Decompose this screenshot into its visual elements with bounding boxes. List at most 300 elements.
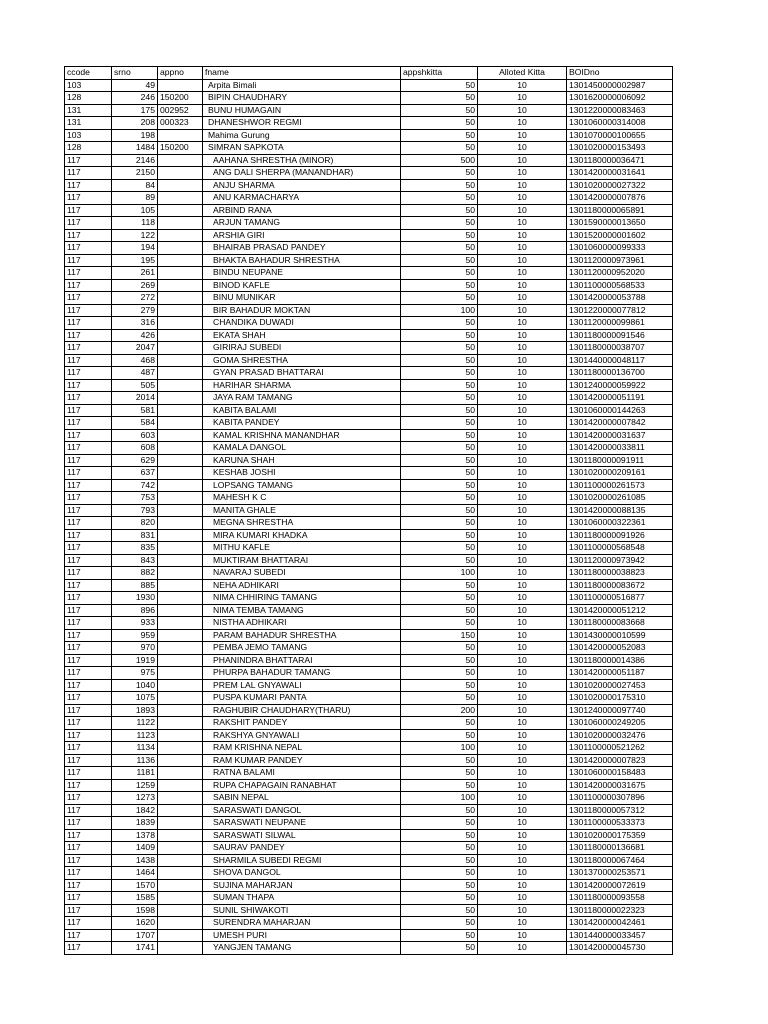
- table-row: [65, 504, 673, 517]
- cell-alloted-kitta: 10: [478, 667, 567, 680]
- table-row: [65, 567, 673, 580]
- cell-srno: 1919: [112, 654, 158, 667]
- cell-boidno: 1301220000077812: [567, 304, 673, 317]
- cell-appshkitta: 50: [401, 879, 478, 892]
- cell-fname: UMESH PURI: [203, 929, 401, 942]
- cell-fname: SURENDRA MAHARJAN: [203, 917, 401, 930]
- cell-alloted-kitta: 10: [478, 567, 567, 580]
- cell-srno: 1122: [112, 717, 158, 730]
- cell-alloted-kitta: 10: [478, 679, 567, 692]
- cell-boidno: 1301020000209161: [567, 467, 673, 480]
- cell-fname: SABIN NEPAL: [203, 792, 401, 805]
- table-row: [65, 904, 673, 917]
- table-row: [65, 779, 673, 792]
- cell-appshkitta: 50: [401, 504, 478, 517]
- table-row: [65, 442, 673, 455]
- cell-boidno: 1301120000973961: [567, 254, 673, 267]
- cell-alloted-kitta: 10: [478, 654, 567, 667]
- cell-ccode: 117: [65, 654, 112, 667]
- cell-ccode: 128: [65, 92, 112, 105]
- cell-alloted-kitta: 10: [478, 767, 567, 780]
- cell-ccode: 117: [65, 317, 112, 330]
- cell-alloted-kitta: 10: [478, 117, 567, 130]
- cell-srno: 629: [112, 454, 158, 467]
- table-row: [65, 729, 673, 742]
- table-row: [65, 867, 673, 880]
- cell-boidno: 1301430000010599: [567, 629, 673, 642]
- cell-srno: 1136: [112, 754, 158, 767]
- cell-srno: 89: [112, 192, 158, 205]
- cell-boidno: 1301420000007823: [567, 754, 673, 767]
- cell-ccode: 117: [65, 867, 112, 880]
- cell-appshkitta: 50: [401, 217, 478, 230]
- cell-appno: [158, 79, 203, 92]
- cell-srno: 1930: [112, 592, 158, 605]
- cell-ccode: 117: [65, 392, 112, 405]
- cell-boidno: 1301220000083463: [567, 104, 673, 117]
- cell-boidno: 1301060000314008: [567, 117, 673, 130]
- cell-fname: SARASWATI NEUPANE: [203, 817, 401, 830]
- cell-boidno: 1301020000032476: [567, 729, 673, 742]
- cell-alloted-kitta: 10: [478, 517, 567, 530]
- cell-appshkitta: 50: [401, 179, 478, 192]
- cell-appno: 002952: [158, 104, 203, 117]
- cell-alloted-kitta: 10: [478, 204, 567, 217]
- cell-appshkitta: 50: [401, 804, 478, 817]
- cell-appno: [158, 592, 203, 605]
- cell-alloted-kitta: 10: [478, 342, 567, 355]
- cell-fname: BINU MUNIKAR: [203, 292, 401, 305]
- cell-appshkitta: 50: [401, 317, 478, 330]
- cell-appno: [158, 554, 203, 567]
- table-row: [65, 242, 673, 255]
- cell-alloted-kitta: 10: [478, 942, 567, 955]
- cell-fname: KAMAL KRISHNA MANANDHAR: [203, 429, 401, 442]
- cell-appno: [158, 317, 203, 330]
- cell-srno: 584: [112, 417, 158, 430]
- cell-appno: [158, 629, 203, 642]
- cell-appshkitta: 50: [401, 342, 478, 355]
- cell-srno: 487: [112, 367, 158, 380]
- cell-appno: [158, 867, 203, 880]
- cell-alloted-kitta: 10: [478, 217, 567, 230]
- cell-fname: SHARMILA SUBEDI REGMI: [203, 854, 401, 867]
- cell-ccode: 117: [65, 154, 112, 167]
- cell-appshkitta: 50: [401, 492, 478, 505]
- cell-alloted-kitta: 10: [478, 692, 567, 705]
- cell-appshkitta: 50: [401, 604, 478, 617]
- cell-ccode: 117: [65, 754, 112, 767]
- cell-alloted-kitta: 10: [478, 892, 567, 905]
- cell-boidno: 1301120000952020: [567, 267, 673, 280]
- cell-srno: 1464: [112, 867, 158, 880]
- cell-appshkitta: 50: [401, 267, 478, 280]
- cell-fname: BIR BAHADUR MOKTAN: [203, 304, 401, 317]
- cell-ccode: 117: [65, 167, 112, 180]
- cell-appshkitta: 100: [401, 742, 478, 755]
- cell-appshkitta: 50: [401, 392, 478, 405]
- cell-srno: 198: [112, 129, 158, 142]
- cell-ccode: 103: [65, 129, 112, 142]
- cell-srno: 896: [112, 604, 158, 617]
- cell-appno: [158, 579, 203, 592]
- cell-alloted-kitta: 10: [478, 79, 567, 92]
- cell-ccode: 117: [65, 229, 112, 242]
- cell-fname: ARBIND RANA: [203, 204, 401, 217]
- table-row: [65, 192, 673, 205]
- cell-appno: [158, 842, 203, 855]
- cell-boidno: 1301180000091546: [567, 329, 673, 342]
- cell-srno: 2150: [112, 167, 158, 180]
- cell-alloted-kitta: 10: [478, 329, 567, 342]
- cell-ccode: 117: [65, 829, 112, 842]
- cell-fname: SARASWATI DANGOL: [203, 804, 401, 817]
- cell-srno: 1570: [112, 879, 158, 892]
- header-row: [65, 67, 673, 80]
- cell-appno: [158, 167, 203, 180]
- cell-alloted-kitta: 10: [478, 142, 567, 155]
- table-row: [65, 754, 673, 767]
- cell-alloted-kitta: 10: [478, 717, 567, 730]
- cell-fname: RAKSHIT PANDEY: [203, 717, 401, 730]
- cell-boidno: 1301420000031637: [567, 429, 673, 442]
- cell-appshkitta: 50: [401, 904, 478, 917]
- cell-appno: [158, 267, 203, 280]
- cell-ccode: 128: [65, 142, 112, 155]
- cell-ccode: 117: [65, 717, 112, 730]
- cell-ccode: 117: [65, 579, 112, 592]
- cell-fname: GIRIRAJ SUBEDI: [203, 342, 401, 355]
- cell-appno: [158, 354, 203, 367]
- cell-alloted-kitta: 10: [478, 379, 567, 392]
- cell-alloted-kitta: 10: [478, 404, 567, 417]
- cell-appshkitta: 200: [401, 704, 478, 717]
- cell-appno: [158, 742, 203, 755]
- table-row: [65, 492, 673, 505]
- cell-appno: [158, 454, 203, 467]
- cell-alloted-kitta: 10: [478, 354, 567, 367]
- cell-boidno: 1301420000088135: [567, 504, 673, 517]
- cell-srno: 84: [112, 179, 158, 192]
- cell-alloted-kitta: 10: [478, 854, 567, 867]
- cell-fname: MANITA GHALE: [203, 504, 401, 517]
- cell-appshkitta: 50: [401, 354, 478, 367]
- cell-srno: 885: [112, 579, 158, 592]
- cell-fname: ARJUN TAMANG: [203, 217, 401, 230]
- table-row: [65, 792, 673, 805]
- cell-srno: 1842: [112, 804, 158, 817]
- cell-alloted-kitta: 10: [478, 804, 567, 817]
- header-appno: appno: [158, 67, 203, 80]
- cell-alloted-kitta: 10: [478, 842, 567, 855]
- header-alloted-kitta: Alloted Kitta: [478, 67, 567, 80]
- cell-srno: 272: [112, 292, 158, 305]
- cell-srno: 2014: [112, 392, 158, 405]
- cell-appshkitta: 50: [401, 79, 478, 92]
- cell-ccode: 117: [65, 179, 112, 192]
- cell-ccode: 131: [65, 117, 112, 130]
- cell-alloted-kitta: 10: [478, 579, 567, 592]
- cell-boidno: 1301120000973942: [567, 554, 673, 567]
- cell-appno: [158, 517, 203, 530]
- cell-srno: 637: [112, 467, 158, 480]
- cell-srno: 975: [112, 667, 158, 680]
- cell-boidno: 1301440000033457: [567, 929, 673, 942]
- cell-alloted-kitta: 10: [478, 554, 567, 567]
- cell-srno: 1259: [112, 779, 158, 792]
- cell-fname: NIMA TEMBA TAMANG: [203, 604, 401, 617]
- cell-boidno: 1301180000067464: [567, 854, 673, 867]
- cell-alloted-kitta: 10: [478, 104, 567, 117]
- cell-fname: RATNA BALAMI: [203, 767, 401, 780]
- cell-appno: [158, 504, 203, 517]
- table-row: [65, 529, 673, 542]
- cell-srno: 194: [112, 242, 158, 255]
- cell-alloted-kitta: 10: [478, 867, 567, 880]
- cell-appno: [158, 617, 203, 630]
- cell-srno: 1378: [112, 829, 158, 842]
- cell-srno: 1620: [112, 917, 158, 930]
- cell-srno: 2146: [112, 154, 158, 167]
- cell-srno: 1598: [112, 904, 158, 917]
- cell-fname: BHAKTA BAHADUR SHRESTHA: [203, 254, 401, 267]
- cell-boidno: 1301420000051212: [567, 604, 673, 617]
- cell-srno: 1585: [112, 892, 158, 905]
- cell-ccode: 117: [65, 292, 112, 305]
- table-row: [65, 129, 673, 142]
- header-boidno: BOIDno: [567, 67, 673, 80]
- cell-appno: [158, 904, 203, 917]
- table-row: [65, 692, 673, 705]
- table-row: [65, 617, 673, 630]
- cell-ccode: 117: [65, 567, 112, 580]
- cell-appshkitta: 100: [401, 304, 478, 317]
- cell-boidno: 1301180000091911: [567, 454, 673, 467]
- cell-fname: ANU KARMACHARYA: [203, 192, 401, 205]
- cell-boidno: 1301420000053788: [567, 292, 673, 305]
- cell-fname: DHANESHWOR REGMI: [203, 117, 401, 130]
- cell-appno: [158, 929, 203, 942]
- cell-appno: [158, 892, 203, 905]
- cell-ccode: 117: [65, 692, 112, 705]
- cell-ccode: 117: [65, 517, 112, 530]
- cell-appshkitta: 50: [401, 379, 478, 392]
- cell-alloted-kitta: 10: [478, 704, 567, 717]
- cell-boidno: 1301180000091926: [567, 529, 673, 542]
- cell-ccode: 117: [65, 217, 112, 230]
- cell-boidno: 1301180000057312: [567, 804, 673, 817]
- cell-appshkitta: 50: [401, 654, 478, 667]
- cell-alloted-kitta: 10: [478, 229, 567, 242]
- cell-alloted-kitta: 10: [478, 129, 567, 142]
- cell-ccode: 117: [65, 504, 112, 517]
- cell-boidno: 1301450000002987: [567, 79, 673, 92]
- cell-appno: [158, 429, 203, 442]
- cell-boidno: 1301100000521262: [567, 742, 673, 755]
- cell-ccode: 117: [65, 242, 112, 255]
- cell-alloted-kitta: 10: [478, 92, 567, 105]
- cell-appshkitta: 500: [401, 154, 478, 167]
- header-srno: srno: [112, 67, 158, 80]
- cell-boidno: 1301240000059922: [567, 379, 673, 392]
- cell-srno: 1134: [112, 742, 158, 755]
- cell-appshkitta: 50: [401, 854, 478, 867]
- cell-ccode: 117: [65, 554, 112, 567]
- cell-alloted-kitta: 10: [478, 467, 567, 480]
- cell-ccode: 117: [65, 342, 112, 355]
- table-row: [65, 892, 673, 905]
- cell-appno: [158, 279, 203, 292]
- table-row: [65, 742, 673, 755]
- cell-appshkitta: 50: [401, 292, 478, 305]
- table-row: [65, 342, 673, 355]
- cell-alloted-kitta: 10: [478, 529, 567, 542]
- cell-srno: 505: [112, 379, 158, 392]
- cell-fname: PARAM BAHADUR SHRESTHA: [203, 629, 401, 642]
- cell-alloted-kitta: 10: [478, 417, 567, 430]
- cell-ccode: 117: [65, 929, 112, 942]
- table-row: [65, 417, 673, 430]
- cell-appno: [158, 467, 203, 480]
- cell-boidno: 1301070000100655: [567, 129, 673, 142]
- cell-ccode: 117: [65, 542, 112, 555]
- cell-appshkitta: 50: [401, 104, 478, 117]
- cell-fname: SARASWATI SILWAL: [203, 829, 401, 842]
- cell-srno: 1181: [112, 767, 158, 780]
- cell-ccode: 117: [65, 367, 112, 380]
- cell-appshkitta: 100: [401, 792, 478, 805]
- cell-appshkitta: 50: [401, 117, 478, 130]
- table-row: [65, 804, 673, 817]
- cell-appno: [158, 817, 203, 830]
- table-row: [65, 554, 673, 567]
- cell-appshkitta: 50: [401, 517, 478, 530]
- table-row: [65, 579, 673, 592]
- cell-boidno: 1301420000042461: [567, 917, 673, 930]
- cell-ccode: 117: [65, 467, 112, 480]
- cell-appno: [158, 192, 203, 205]
- cell-appno: [158, 529, 203, 542]
- cell-appshkitta: 50: [401, 729, 478, 742]
- cell-appshkitta: 50: [401, 167, 478, 180]
- table-row: [65, 154, 673, 167]
- cell-alloted-kitta: 10: [478, 479, 567, 492]
- cell-appshkitta: 50: [401, 479, 478, 492]
- table-row: [65, 229, 673, 242]
- cell-alloted-kitta: 10: [478, 592, 567, 605]
- cell-appno: [158, 642, 203, 655]
- cell-ccode: 131: [65, 104, 112, 117]
- cell-fname: NAVARAJ SUBEDI: [203, 567, 401, 580]
- table-row: [65, 879, 673, 892]
- table-row: [65, 654, 673, 667]
- cell-appshkitta: 50: [401, 942, 478, 955]
- cell-srno: 1893: [112, 704, 158, 717]
- cell-alloted-kitta: 10: [478, 317, 567, 330]
- table-row: [65, 679, 673, 692]
- table-row: [65, 404, 673, 417]
- cell-alloted-kitta: 10: [478, 392, 567, 405]
- cell-boidno: 1301060000158483: [567, 767, 673, 780]
- cell-fname: PUSPA KUMARI PANTA: [203, 692, 401, 705]
- cell-boidno: 1301100000568533: [567, 279, 673, 292]
- cell-alloted-kitta: 10: [478, 492, 567, 505]
- cell-srno: 831: [112, 529, 158, 542]
- cell-ccode: 117: [65, 404, 112, 417]
- cell-fname: PREM LAL GNYAWALI: [203, 679, 401, 692]
- cell-ccode: 117: [65, 904, 112, 917]
- cell-appshkitta: 50: [401, 254, 478, 267]
- cell-ccode: 117: [65, 267, 112, 280]
- cell-fname: ARSHIA GIRI: [203, 229, 401, 242]
- cell-boidno: 1301180000065891: [567, 204, 673, 217]
- cell-ccode: 117: [65, 892, 112, 905]
- cell-boidno: 1301100000261573: [567, 479, 673, 492]
- cell-appno: 150200: [158, 142, 203, 155]
- table-row: [65, 304, 673, 317]
- cell-srno: 1741: [112, 942, 158, 955]
- table-row: [65, 292, 673, 305]
- cell-fname: SUNIL SHIWAKOTI: [203, 904, 401, 917]
- table-row: [65, 329, 673, 342]
- cell-srno: 246: [112, 92, 158, 105]
- cell-fname: KABITA BALAMI: [203, 404, 401, 417]
- cell-appshkitta: 50: [401, 367, 478, 380]
- cell-appno: [158, 179, 203, 192]
- cell-alloted-kitta: 10: [478, 542, 567, 555]
- cell-appno: [158, 679, 203, 692]
- cell-appshkitta: 50: [401, 929, 478, 942]
- cell-alloted-kitta: 10: [478, 267, 567, 280]
- cell-boidno: 1301100000307896: [567, 792, 673, 805]
- cell-fname: KABITA PANDEY: [203, 417, 401, 430]
- cell-appno: [158, 942, 203, 955]
- cell-fname: GOMA SHRESTHA: [203, 354, 401, 367]
- cell-appno: [158, 304, 203, 317]
- cell-appshkitta: 50: [401, 554, 478, 567]
- cell-alloted-kitta: 10: [478, 904, 567, 917]
- cell-alloted-kitta: 10: [478, 917, 567, 930]
- cell-appno: [158, 542, 203, 555]
- cell-srno: 742: [112, 479, 158, 492]
- cell-boidno: 1301020000027453: [567, 679, 673, 692]
- cell-boidno: 1301060000099333: [567, 242, 673, 255]
- cell-alloted-kitta: 10: [478, 617, 567, 630]
- cell-appno: [158, 792, 203, 805]
- cell-srno: 581: [112, 404, 158, 417]
- cell-boidno: 1301180000083668: [567, 617, 673, 630]
- cell-fname: YANGJEN TAMANG: [203, 942, 401, 955]
- cell-boidno: 1301420000031641: [567, 167, 673, 180]
- cell-srno: 1409: [112, 842, 158, 855]
- cell-boidno: 1301420000052083: [567, 642, 673, 655]
- cell-ccode: 117: [65, 592, 112, 605]
- table-row: [65, 354, 673, 367]
- cell-ccode: 103: [65, 79, 112, 92]
- table-row: [65, 517, 673, 530]
- cell-appshkitta: 50: [401, 192, 478, 205]
- cell-fname: RAGHUBIR CHAUDHARY(THARU): [203, 704, 401, 717]
- table-row: [65, 179, 673, 192]
- cell-ccode: 117: [65, 417, 112, 430]
- cell-appshkitta: 50: [401, 592, 478, 605]
- cell-appno: [158, 367, 203, 380]
- table-row: [65, 104, 673, 117]
- cell-srno: 1839: [112, 817, 158, 830]
- cell-ccode: 117: [65, 204, 112, 217]
- cell-appshkitta: 50: [401, 242, 478, 255]
- cell-appno: [158, 654, 203, 667]
